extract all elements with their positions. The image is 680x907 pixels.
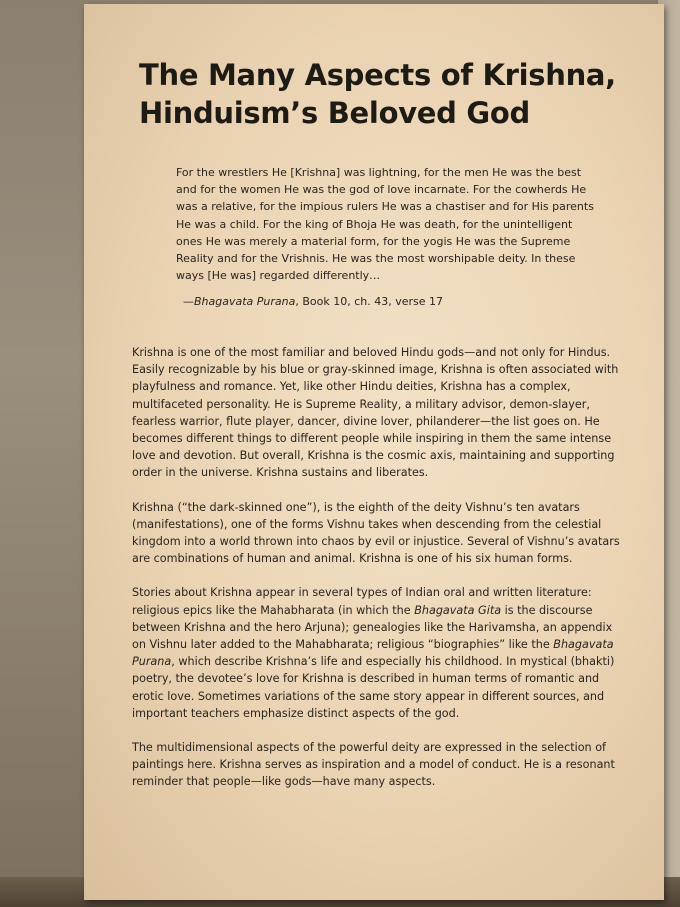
para3-text-c: , which describe Krishna’s life and especially his childhood. In mystical (bhakti) poetry, the devotee’s love for Krishna is described in human terms of romantic and erotic love. Sometimes variations of the same story appear in different sources, and important teachers emphasize distinct aspects of the god. xyxy=(132,655,615,720)
paragraph-4: The multidimensional aspects of the powerful deity are expressed in the selection of paintings here. Krishna serves as inspiration and a model of conduct. He is a resonant reminder that people—like gods—have many aspects. xyxy=(132,741,615,789)
exhibit-panel xyxy=(84,4,664,900)
para3-text-b: is the discourse between Krishna and the hero Arjuna); genealogies like the Harivamsha, an appendix on Vishnu later added to the Mahabharata; religious “biographies” like the xyxy=(132,603,613,652)
attribution-dash: — xyxy=(183,295,194,308)
panel-body xyxy=(132,344,627,808)
paragraph-2: Krishna (“the dark-skinned one”), is the eighth of the deity Vishnu’s ten avatars (manifestations), one of the forms Vishnu takes when descending from the celestial kingdom into a world thrown into chaos by evil or injustice. Several of Vishnu’s avatars are combinations of human and animal. Krishna is one of his six human forms. xyxy=(132,500,620,566)
attribution-work: Bhagavata Purana xyxy=(194,295,296,308)
para3-gita: Bhagavata Gita xyxy=(414,603,502,617)
para3-text-a: Stories about Krishna appear in several types of Indian oral and written literature: religious epics like the Mahabharata (in which the xyxy=(132,586,592,617)
para3-purana: Bhagavata Purana xyxy=(132,638,614,669)
quote-attribution xyxy=(183,294,583,310)
panel-title: The Many Aspects of Krishna, Hinduism’s Beloved God xyxy=(139,58,616,130)
paragraph-1: Krishna is one of the most familiar and beloved Hindu gods—and not only for Hindus. Easily recognizable by his blue or gray-skinned image, Krishna is often associated with playfulness and romance. Yet, like other Hindu deities, Krishna has a complex, multifaceted personality. He is Supreme Reality, a military advisor, demon-slayer, fearless warrior, flute player, dancer, divine lover, philanderer—the list goes on. He becomes different things to different people while inspiring in them the same intense love and devotion. But overall, Krishna is the cosmic axis, maintaining and supporting order in the universe. Krishna sustains and liberates. xyxy=(132,346,619,480)
quote-text: For the wrestlers He [Krishna] was lightning, for the men He was the best and for the women He was the god of love incarnate. For the cowherds He was a relative, for the impious rulers He was a chastiser and for His parents He was a child. For the king of Bhoja He was death, for the unintelligent ones He was merely a material form, for the yogis He was the Supreme Reality and for the Vrishnis. He was the most worshipable deity. In these ways [He was] regarded differently… xyxy=(176,166,594,283)
attribution-ref: , Book 10, ch. 43, verse 17 xyxy=(295,295,444,308)
epigraph-quote xyxy=(176,164,596,284)
paragraph-3 xyxy=(132,584,627,722)
